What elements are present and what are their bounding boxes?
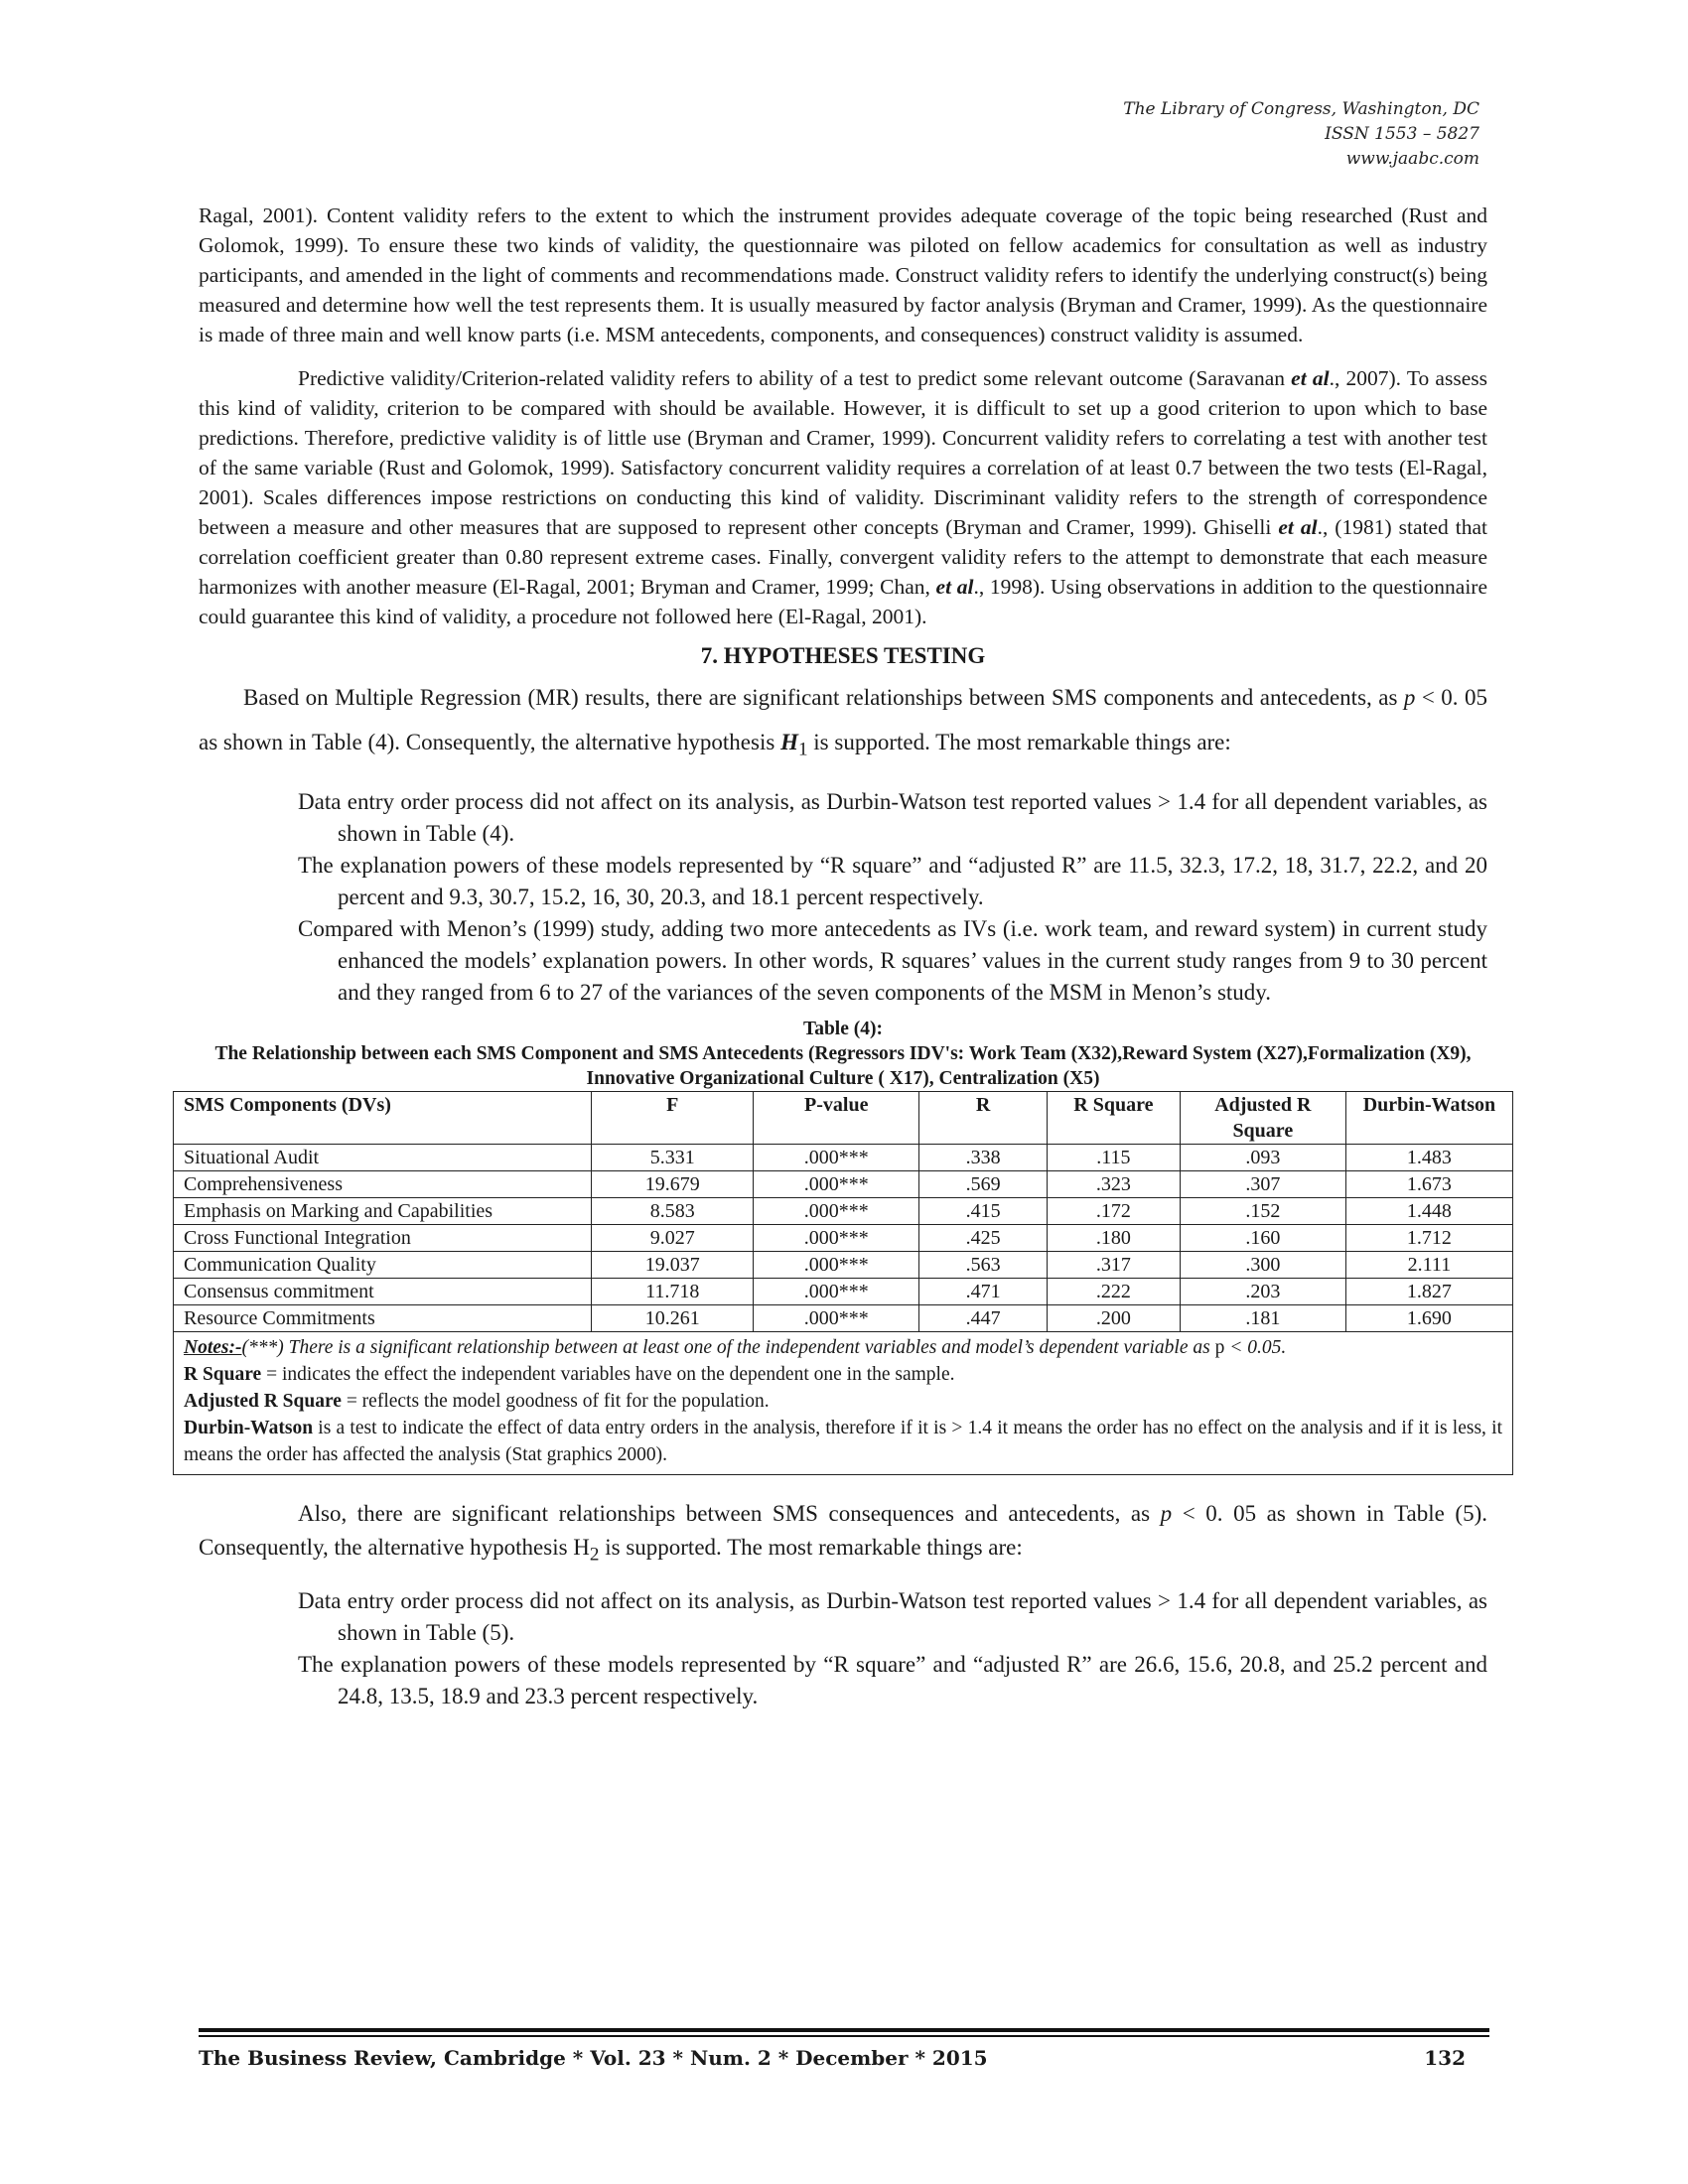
table-cell: .222 (1047, 1278, 1180, 1304)
text-span: < 0.05. (1224, 1336, 1287, 1358)
table-cell: Communication Quality (174, 1251, 592, 1278)
table-cell: .181 (1180, 1304, 1345, 1331)
table-cell: 9.027 (592, 1224, 754, 1251)
table-cell: .152 (1180, 1197, 1345, 1224)
table-cell: 1.827 (1345, 1278, 1512, 1304)
text-span: is a test to indicate the effect of data entry orders in the analysis, therefore if it is > 1.4 it means the order has no effect on the analysis and if it is less, it means the order has affected the analysis (Stat graphics 2000). (184, 1417, 1502, 1465)
table-cell: .000*** (754, 1251, 919, 1278)
running-footer (199, 2043, 1466, 2073)
table-row (174, 1197, 1513, 1224)
text-span: is supported. The most remarkable things are: (807, 730, 1231, 754)
table-cell: 5.331 (592, 1144, 754, 1170)
table-cell: .471 (919, 1278, 1048, 1304)
table-row (174, 1251, 1513, 1278)
table-cell: .000*** (754, 1224, 919, 1251)
table-cell: 1.673 (1345, 1170, 1512, 1197)
et-al-citation: et al (1278, 515, 1318, 539)
section-heading: 7. HYPOTHESES TESTING (700, 643, 986, 668)
table-row (174, 1304, 1513, 1331)
table-cell: .563 (919, 1251, 1048, 1278)
footer-journal: The Business Review, Cambridge * Vol. 23 * Num. 2 * December * 2015 (199, 2046, 988, 2070)
text-span: is supported. The most remarkable things are: (599, 1534, 1023, 1560)
term-label: R Square (184, 1363, 262, 1385)
text-span: Based on Multiple Regression (MR) results, there are significant relationships between SMS components and antecedents, as (243, 685, 1404, 710)
column-header: R Square (1047, 1091, 1180, 1144)
et-al-citation: et al (1291, 366, 1330, 390)
table-caption (199, 1017, 1487, 1091)
table-cell: Situational Audit (174, 1144, 592, 1170)
text-span: = indicates the effect the independent variables have on the dependent one in the sample. (261, 1363, 955, 1385)
text-span: ., 1998). Using observations in addition to the questionnaire could guarantee this kind of validity, a procedure not followed here (El-Ragal, 2001). (199, 575, 1487, 628)
table-cell: .569 (919, 1170, 1048, 1197)
table-cell: 1.448 (1345, 1197, 1512, 1224)
list-item: Compared with Menon’s (1999) study, adding two more antecedents as IVs (i.e. work team, and reward system) in current study enhanced the models’ explanation powers. In other words, R squares’ values in the current study ranges from 9 to 30 percent and they ranged from 6 to 27 of the variances of the seven components of the MSM in Menon’s study. (298, 915, 1487, 1005)
running-header (1123, 97, 1479, 172)
column-header: SMS Components (DVs) (174, 1091, 592, 1144)
table-cell: .415 (919, 1197, 1048, 1224)
table-cell: .000*** (754, 1304, 919, 1331)
paragraph-hypothesis-2 (199, 1497, 1487, 1572)
header-library: The Library of Congress, Washington, DC (1123, 99, 1479, 119)
table-cell: .323 (1047, 1170, 1180, 1197)
table-cell: .447 (919, 1304, 1048, 1331)
table-cell: .000*** (754, 1278, 919, 1304)
table-cell: .200 (1047, 1304, 1180, 1331)
table-row (174, 1224, 1513, 1251)
table-cell: Emphasis on Marking and Capabilities (174, 1197, 592, 1224)
table-cell: 2.111 (1345, 1251, 1512, 1278)
table-notes (174, 1331, 1513, 1474)
column-header: Durbin-Watson (1345, 1091, 1512, 1144)
table-cell: 1.690 (1345, 1304, 1512, 1331)
term-label: Adjusted R Square (184, 1390, 342, 1412)
regression-table (173, 1091, 1513, 1475)
header-website: www.jaabc.com (1345, 149, 1479, 169)
et-al-citation: et al (935, 575, 974, 599)
text-span: < 0. 05 as shown in Table (4). Consequently, the alternative hypothesis (199, 685, 1487, 754)
text-span: ., 2007). To assess this kind of validity, criterion to be compared with should be available. However, it is difficult to set up a good criterion to upon which to base predictions. Therefore, predictive validity is of little use (Bryman and Cramer, 1999). Concurrent validity refers to correlating a test with another test of the same variable (Rust and Golomok, 1999). Satisfactory concurrent validity requires a correlation of at least 0.7 between the two tests (El-Ragal, 2001). Scales differences impose restrictions on conducting this kind of validity. Discriminant validity refers to the strength of correspondence between a measure and other measures that are supposed to represent other concepts (Bryman and Cramer, 1999). Ghiselli (199, 366, 1487, 539)
paragraph-content-validity: Ragal, 2001). Content validity refers to the extent to which the instrument provides adequate coverage of the topic being researched (Rust and Golomok, 1999). To ensure these two kinds of validity, the questionnaire was piloted on fellow academics for consultation as well as industry participants, and amended in the light of comments and recommendations made. Construct validity refers to identify the underlying construct(s) being measured and determine how well the test represents them. It is usually measured by factor analysis (Bryman and Cramer, 1999). As the questionnaire is made of three main and well know parts (i.e. MSM antecedents, components, and consequences) construct validity is assumed. (199, 204, 1487, 346)
p-symbol: p (1160, 1500, 1173, 1526)
main-content (184, 201, 1502, 1712)
table-cell: .115 (1047, 1144, 1180, 1170)
hypothesis-symbol: H (780, 730, 798, 754)
text-span: = reflects the model goodness of fit for the population. (341, 1390, 770, 1412)
table-header-row (174, 1091, 1513, 1144)
table-number: Table (4): (803, 1018, 883, 1039)
table-cell: .000*** (754, 1197, 919, 1224)
text-span: Predictive validity/Criterion-related validity refers to ability of a test to predict some relevant outcome (Saravanan (298, 366, 1292, 390)
hypothesis-subscript: 2 (589, 1544, 600, 1566)
table-cell: .300 (1180, 1251, 1345, 1278)
list-item: Data entry order process did not affect on its analysis, as Durbin-Watson test reported values > 1.4 for all dependent variables, as shown in Table (4). (298, 788, 1487, 846)
table-cell: 8.583 (592, 1197, 754, 1224)
column-header: F (592, 1091, 754, 1144)
table-cell: Consensus commitment (174, 1278, 592, 1304)
table-cell: .180 (1047, 1224, 1180, 1251)
table-row (174, 1170, 1513, 1197)
note-adjusted-r-square (184, 1388, 1502, 1415)
page-number: 132 (1424, 2046, 1466, 2070)
table-notes-row (174, 1331, 1513, 1474)
table-cell: .338 (919, 1144, 1048, 1170)
notes-label: Notes:- (184, 1336, 242, 1358)
table-cell: 1.483 (1345, 1144, 1512, 1170)
text-span: ., (1981) stated that correlation coefficient greater than 0.80 represent extreme cases. Finally, convergent validity refers to the attempt to demonstrate that each measure harmonizes with another measure (El-Ragal, 2001; Bryman and Cramer, 1999; Chan, (199, 515, 1487, 599)
p-symbol: p (1214, 1336, 1225, 1358)
term-label: Durbin-Watson (184, 1417, 314, 1438)
text-span: < 0. 05 as shown in Table (5). Consequently, the alternative hypothesis H (199, 1500, 1487, 1560)
hypothesis-subscript: 1 (797, 739, 808, 760)
table-title: The Relationship between each SMS Component and SMS Antecedents (Regressors IDV's: Work Team (X32),Reward System (X27),Formalization (X9), Innovative Organizational Culture ( X17), Centralization (X5) (214, 1042, 1472, 1089)
column-header: P-value (754, 1091, 919, 1144)
table-cell: .425 (919, 1224, 1048, 1251)
column-header: R (919, 1091, 1048, 1144)
table-cell: 10.261 (592, 1304, 754, 1331)
header-issn: ISSN 1553 – 5827 (1325, 124, 1479, 144)
column-header: Adjusted R Square (1180, 1091, 1345, 1144)
list-item: The explanation powers of these models represented by “R square” and “adjusted R” are 11.5, 32.3, 17.2, 18, 31.7, 22.2, and 20 percent and 9.3, 30.7, 15.2, 16, 30, 20.3, and 18.1 percent respectively. (298, 852, 1487, 909)
table-cell: 19.037 (592, 1251, 754, 1278)
table-cell: .160 (1180, 1224, 1345, 1251)
paragraph-predictive-validity (199, 363, 1487, 631)
table-cell: .307 (1180, 1170, 1345, 1197)
table-cell: Resource Commitments (174, 1304, 592, 1331)
list-item: Data entry order process did not affect on its analysis, as Durbin-Watson test reported values > 1.4 for all dependent variables, as shown in Table (5). (298, 1588, 1487, 1646)
table-cell: .000*** (754, 1170, 919, 1197)
list-item: The explanation powers of these models represented by “R square” and “adjusted R” are 26.6, 15.6, 20.8, and 25.2 percent and 24.8, 13.5, 18.9 and 23.3 percent respectively. (298, 1652, 1487, 1709)
table-cell: 11.718 (592, 1278, 754, 1304)
paragraph-hypothesis-1 (199, 675, 1487, 772)
table-cell: .203 (1180, 1278, 1345, 1304)
text-span: (***) There is a significant relationship between at least one of the independent variables and model’s dependent variable as (241, 1336, 1215, 1358)
footer-rule-thin (199, 2035, 1489, 2037)
table-cell: .093 (1180, 1144, 1345, 1170)
findings-list-2 (199, 1585, 1487, 1712)
table-cell: Cross Functional Integration (174, 1224, 592, 1251)
table-row (174, 1278, 1513, 1304)
table-cell: 1.712 (1345, 1224, 1512, 1251)
note-durbin-watson (184, 1415, 1502, 1468)
p-symbol: p (1403, 685, 1416, 710)
text-span: Also, there are significant relationships between SMS consequences and antecedents, as (298, 1500, 1161, 1526)
findings-list-1 (199, 786, 1487, 1009)
table-cell: .000*** (754, 1144, 919, 1170)
table-row (174, 1144, 1513, 1170)
table-cell: 19.679 (592, 1170, 754, 1197)
table-cell: .172 (1047, 1197, 1180, 1224)
note-r-square (184, 1361, 1502, 1388)
table-cell: Comprehensiveness (174, 1170, 592, 1197)
table-cell: .317 (1047, 1251, 1180, 1278)
footer-rule-thick (199, 2028, 1489, 2032)
note-significance (184, 1334, 1502, 1361)
